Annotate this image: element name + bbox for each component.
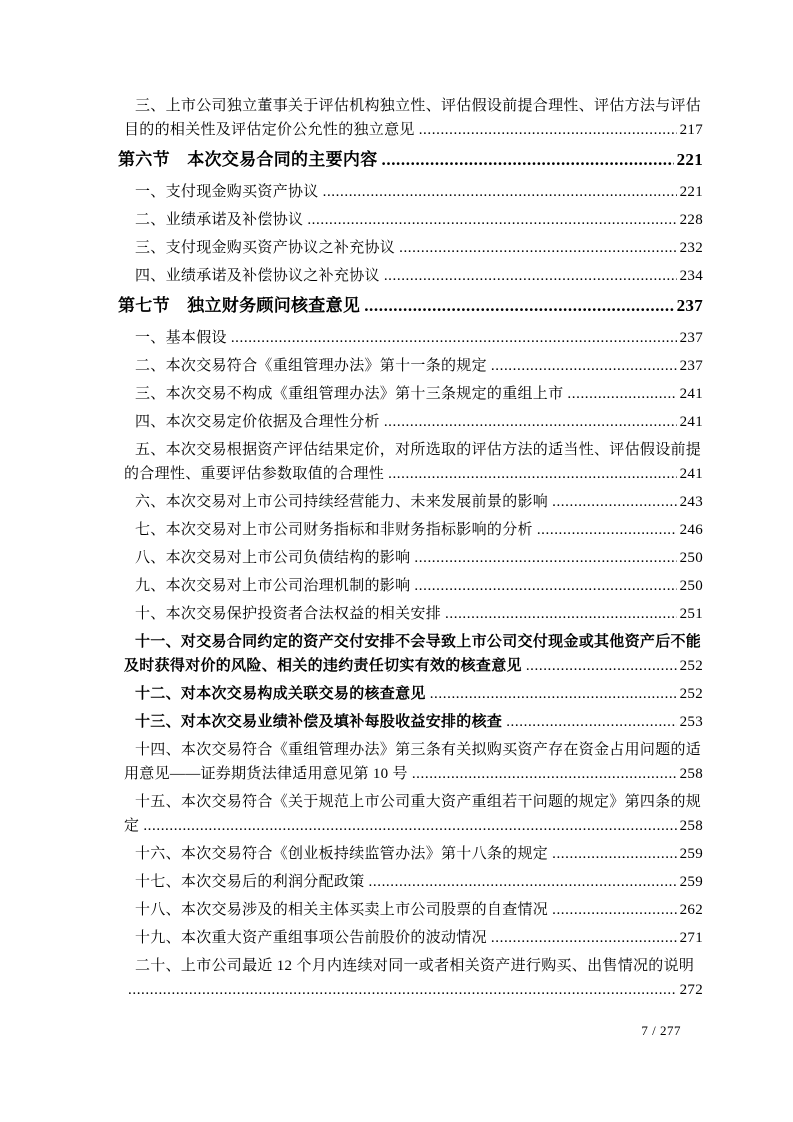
- toc-item-entry[interactable]: [118, 236, 703, 260]
- toc-entry-line: [118, 462, 703, 486]
- toc-page-number: 234: [679, 268, 703, 284]
- toc-item-entry[interactable]: [118, 94, 703, 142]
- toc-page-number: 232: [679, 240, 703, 256]
- toc-item-entry[interactable]: [118, 438, 703, 486]
- toc-page-number: 241: [679, 466, 703, 482]
- toc-entry-line: [118, 574, 703, 598]
- toc-dot-leader: [419, 118, 677, 142]
- toc-page-number: 237: [679, 358, 703, 374]
- toc-entry-line: [118, 898, 703, 922]
- toc-entry-text: 六、本次交易对上市公司持续经营能力、未来发展前景的影响: [135, 494, 549, 510]
- toc-page-number: 252: [679, 658, 703, 674]
- toc-entry-text: 四、业绩承诺及补偿协议之补充协议: [135, 268, 380, 284]
- toc-dot-leader: [231, 326, 677, 350]
- toc-page-number: 250: [679, 550, 703, 566]
- toc-entry-line: [118, 870, 703, 894]
- toc-entry-line: [118, 293, 703, 319]
- toc-item-entry[interactable]: [118, 518, 703, 542]
- toc-dot-leader: [323, 180, 677, 204]
- toc-entry-text: 第六节 本次交易合同的主要内容: [118, 150, 378, 169]
- toc-dot-leader: [430, 682, 677, 706]
- toc-page-number: 262: [679, 902, 703, 918]
- toc-entry-line: [118, 602, 703, 626]
- toc: [118, 94, 703, 1006]
- toc-entry-text: 三、上市公司独立董事关于评估机构独立性、评估假设前提合理性、评估方法与评估: [135, 98, 702, 114]
- toc-item-entry[interactable]: [118, 326, 703, 350]
- toc-page-number: 217: [679, 122, 703, 138]
- toc-item-entry[interactable]: [118, 546, 703, 570]
- toc-page-number: 250: [679, 578, 703, 594]
- toc-dot-leader: [307, 208, 676, 232]
- toc-item-entry[interactable]: [118, 870, 703, 894]
- toc-item-entry[interactable]: [118, 354, 703, 378]
- toc-page-number: 246: [679, 522, 703, 538]
- toc-dot-leader: [143, 814, 676, 838]
- toc-dot-leader: [384, 264, 677, 288]
- toc-page-number: 221: [679, 184, 703, 200]
- toc-entry-text: 二、业绩承诺及补偿协议: [135, 212, 304, 228]
- toc-dot-leader: [388, 462, 676, 486]
- toc-entry-line: [118, 518, 703, 542]
- toc-entry-text: 定: [124, 818, 140, 834]
- toc-page-number: 241: [679, 414, 703, 430]
- toc-entry-text: 七、本次交易对上市公司财务指标和非财务指标影响的分析: [135, 522, 533, 538]
- toc-entry-line: [118, 208, 703, 232]
- toc-page-number: 272: [679, 982, 703, 998]
- toc-entry-line: [118, 236, 703, 260]
- toc-entry-text: 十一、对交易合同约定的资产交付安排不会导致上市公司交付现金或其他资产后不能: [135, 634, 702, 650]
- toc-entry-line: [118, 978, 703, 1002]
- toc-entry-line: [118, 738, 703, 762]
- toc-entry-line: [118, 654, 703, 678]
- toc-page-number: 271: [679, 930, 703, 946]
- toc-item-entry[interactable]: [118, 490, 703, 514]
- toc-dot-leader: [491, 354, 677, 378]
- toc-page-number: 243: [679, 494, 703, 510]
- toc-dot-leader: [414, 574, 676, 598]
- toc-item-entry[interactable]: [118, 410, 703, 434]
- toc-entry-line: [118, 630, 703, 654]
- toc-item-entry[interactable]: [118, 208, 703, 232]
- toc-entry-text: 十、本次交易保护投资者合法权益的相关安排: [135, 606, 442, 622]
- toc-item-entry[interactable]: [118, 790, 703, 838]
- toc-entry-line: [118, 546, 703, 570]
- toc-page-number: 253: [679, 714, 703, 730]
- toc-entry-line: [118, 382, 703, 406]
- toc-dot-leader: [552, 898, 676, 922]
- toc-entry-text: 及时获得对价的风险、相关的违约责任切实有效的核查意见: [124, 658, 522, 674]
- toc-entry-line: [118, 354, 703, 378]
- toc-page-number: 241: [679, 386, 703, 402]
- toc-dot-leader: [491, 926, 677, 950]
- toc-page-number: 221: [676, 150, 703, 169]
- toc-entry-text: 一、支付现金购买资产协议: [135, 184, 319, 200]
- toc-entry-line: [118, 842, 703, 866]
- toc-entry-text: 三、本次交易不构成《重组管理办法》第十三条规定的重组上市: [135, 386, 564, 402]
- toc-entry-text: 四、本次交易定价依据及合理性分析: [135, 414, 380, 430]
- toc-entry-text: 第七节 独立财务顾问核查意见: [118, 296, 361, 315]
- toc-entry-line: [118, 410, 703, 434]
- toc-entry-line: [118, 147, 703, 173]
- toc-dot-leader: [369, 870, 677, 894]
- toc-item-entry[interactable]: [118, 898, 703, 922]
- toc-entry-line: [118, 814, 703, 838]
- toc-page-number: 237: [679, 330, 703, 346]
- toc-item-entry[interactable]: [118, 738, 703, 786]
- toc-section-entry[interactable]: [118, 293, 703, 319]
- toc-entry-text: 的合理性、重要评估参数取值的合理性: [124, 466, 385, 482]
- toc-entry-line: [118, 926, 703, 950]
- toc-entry-line: [118, 710, 703, 734]
- toc-item-entry[interactable]: [118, 954, 703, 1002]
- toc-item-entry[interactable]: [118, 602, 703, 626]
- toc-dot-leader: [414, 546, 676, 570]
- toc-entry-text: 一、基本假设: [135, 330, 227, 346]
- toc-entry-text: 十六、本次交易符合《创业板持续监管办法》第十八条的规定: [135, 846, 549, 862]
- toc-dot-leader: [552, 490, 676, 514]
- toc-entry-line: [118, 438, 703, 462]
- toc-entry-line: [118, 762, 703, 786]
- toc-entry-line: [118, 264, 703, 288]
- toc-page-number: 228: [679, 212, 703, 228]
- toc-page-number: 258: [679, 818, 703, 834]
- toc-dot-leader: [445, 602, 677, 626]
- toc-page-number: 252: [679, 686, 703, 702]
- toc-entry-text: 三、支付现金购买资产协议之补充协议: [135, 240, 396, 256]
- toc-entry-line: [118, 954, 703, 978]
- toc-dot-leader: [364, 293, 673, 319]
- toc-item-entry[interactable]: [118, 630, 703, 678]
- toc-dot-leader: [506, 710, 676, 734]
- toc-entry-line: [118, 790, 703, 814]
- toc-dot-leader: [128, 978, 677, 1002]
- toc-dot-leader: [384, 410, 677, 434]
- toc-dot-leader: [552, 842, 676, 866]
- toc-item-entry[interactable]: [118, 574, 703, 598]
- toc-item-entry[interactable]: [118, 842, 703, 866]
- toc-entry-text: 八、本次交易对上市公司负债结构的影响: [135, 550, 411, 566]
- toc-section-entry[interactable]: [118, 147, 703, 173]
- toc-dot-leader: [526, 654, 677, 678]
- toc-entry-line: [118, 94, 703, 118]
- toc-item-entry[interactable]: [118, 682, 703, 706]
- toc-entry-text: 用意见——证券期货法律适用意见第 10 号: [124, 766, 408, 782]
- toc-item-entry[interactable]: [118, 264, 703, 288]
- toc-entry-line: [118, 118, 703, 142]
- toc-entry-line: [118, 180, 703, 204]
- toc-page-number: 237: [676, 296, 703, 315]
- toc-entry-line: [118, 682, 703, 706]
- toc-entry-text: 十三、对本次交易业绩补偿及填补每股收益安排的核查: [135, 714, 503, 730]
- page-number-indicator: 7 / 277: [641, 1023, 681, 1038]
- toc-entry-text: 十五、本次交易符合《关于规范上市公司重大资产重组若干问题的规定》第四条的规: [135, 794, 702, 810]
- toc-dot-leader: [537, 518, 677, 542]
- toc-item-entry[interactable]: [118, 710, 703, 734]
- toc-item-entry[interactable]: [118, 926, 703, 950]
- toc-entry-text: 十八、本次交易涉及的相关主体买卖上市公司股票的自查情况: [135, 902, 549, 918]
- toc-entry-text: 十二、对本次交易构成关联交易的核查意见: [135, 686, 426, 702]
- toc-dot-leader: [412, 762, 677, 786]
- toc-entry-text: 目的的相关性及评估定价公允性的独立意见: [124, 122, 415, 138]
- toc-entry-text: 九、本次交易对上市公司治理机制的影响: [135, 578, 411, 594]
- toc-dot-leader: [382, 147, 674, 173]
- toc-entry-text: 二十、上市公司最近 12 个月内连续对同一或者相关资产进行购买、出售情况的说明: [135, 958, 695, 974]
- toc-entry-line: [118, 326, 703, 350]
- toc-entry-line: [118, 490, 703, 514]
- toc-page-number: 251: [679, 606, 703, 622]
- toc-page-number: 258: [679, 766, 703, 782]
- toc-item-entry[interactable]: [118, 180, 703, 204]
- toc-entry-text: 十四、本次交易符合《重组管理办法》第三条有关拟购买资产存在资金占用问题的适: [135, 742, 702, 758]
- toc-entry-text: 十九、本次重大资产重组事项公告前股价的波动情况: [135, 930, 487, 946]
- toc-dot-leader: [567, 382, 676, 406]
- toc-dot-leader: [399, 236, 676, 260]
- toc-entry-text: 二、本次交易符合《重组管理办法》第十一条的规定: [135, 358, 487, 374]
- toc-entry-text: 十七、本次交易后的利润分配政策: [135, 874, 365, 890]
- toc-entry-text: 五、本次交易根据资产评估结果定价，对所选取的评估方法的适当性、评估假设前提: [135, 442, 702, 458]
- toc-page-number: 259: [679, 846, 703, 862]
- toc-page-number: 259: [679, 874, 703, 890]
- toc-item-entry[interactable]: [118, 382, 703, 406]
